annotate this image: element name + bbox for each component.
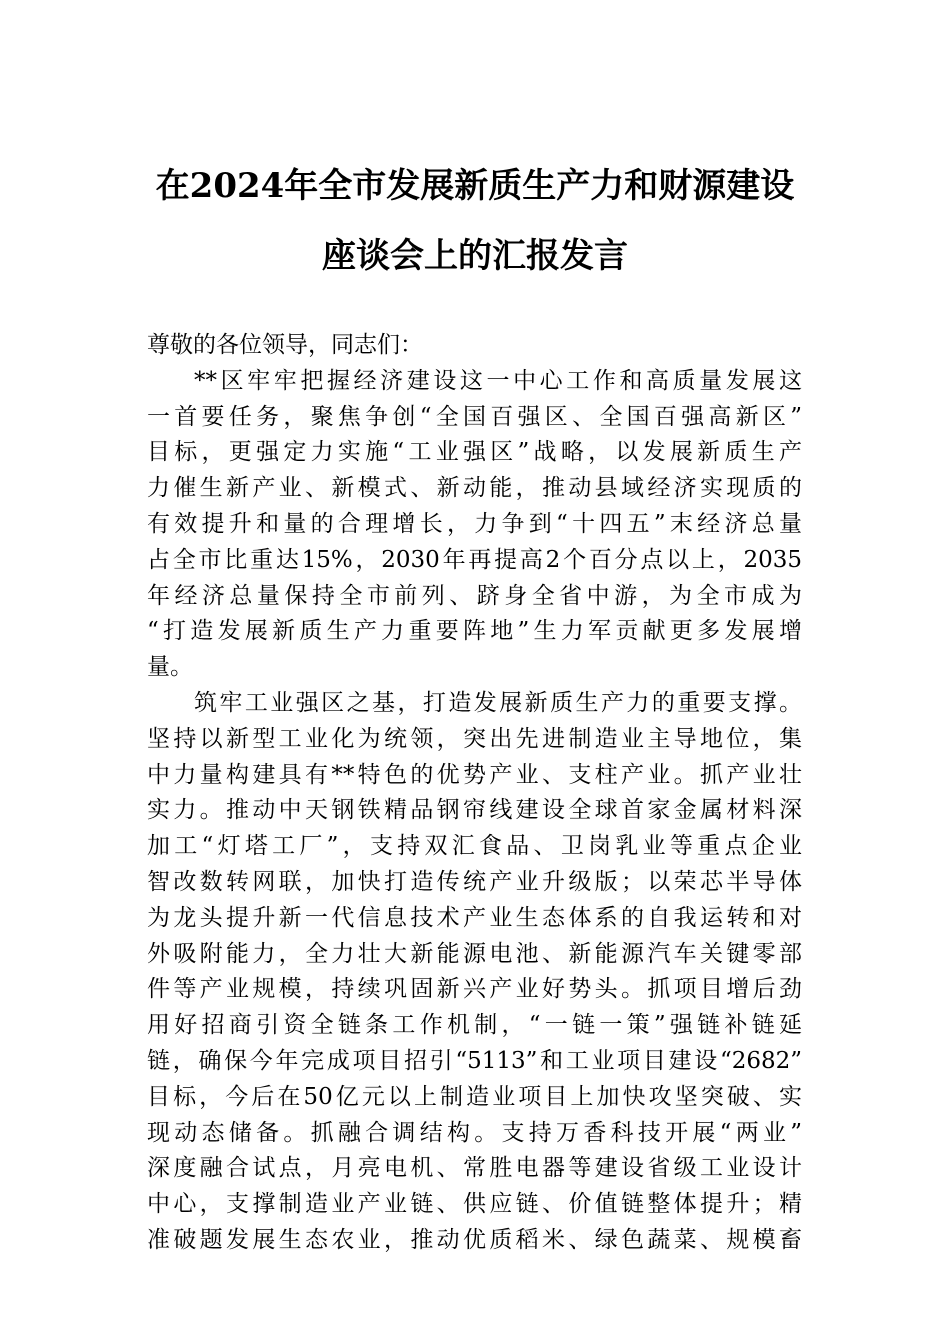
paragraph-line: 外吸附能力，全力壮大新能源电池、新能源汽车关键零部 xyxy=(147,940,802,967)
paragraph-line: **区牢牢把握经济建设这一中心工作和高质量发展这 xyxy=(194,367,802,394)
paragraph-line: 坚持以新型工业化为统领，突出先进制造业主导地位，集 xyxy=(147,725,802,752)
paragraph-line: 实力。推动中天钢铁精品钢帘线建设全球首家金属材料深 xyxy=(147,797,802,824)
paragraph-line: 现动态储备。抓融合调结构。支持万香科技开展“两业” xyxy=(147,1119,802,1146)
paragraph-line: 用好招商引资全链条工作机制，“一链一策”强链补链延 xyxy=(147,1012,802,1039)
paragraph-line: 链，确保今年完成项目招引“5113”和工业项目建设“2682” xyxy=(147,1047,802,1074)
document-title-line-1: 在2024年全市发展新质生产力和财源建设 xyxy=(155,166,795,206)
paragraph-line: 中力量构建具有**特色的优势产业、支柱产业。抓产业壮 xyxy=(147,761,802,788)
paragraph-line: 目标，今后在50亿元以上制造业项目上加快攻坚突破、实 xyxy=(147,1083,802,1110)
paragraph-2 xyxy=(147,686,802,1259)
paragraph-line: 占全市比重达15%，2030年再提高2个百分点以上，2035 xyxy=(147,546,802,573)
paragraph-line: 年经济总量保持全市前列、跻身全省中游，为全市成为 xyxy=(147,582,802,609)
paragraph-line: 筑牢工业强区之基，打造发展新质生产力的重要支撑。 xyxy=(194,689,802,716)
paragraph-line: 力催生新产业、新模式、新动能，推动县域经济实现质的 xyxy=(147,475,802,502)
document-title-line-2: 座谈会上的汇报发言 xyxy=(322,236,628,276)
paragraph-line: 智改数转网联，加快打造传统产业升级版；以荣芯半导体 xyxy=(147,868,802,895)
salutation: 尊敬的各位领导，同志们： xyxy=(147,332,423,358)
paragraph-line: 一首要任务，聚焦争创“全国百强区、全国百强高新区” xyxy=(147,403,802,430)
document-body xyxy=(147,328,802,1259)
paragraph-line: 加工“灯塔工厂”，支持双汇食品、卫岗乳业等重点企业 xyxy=(147,833,802,860)
paragraph-line: 为龙头提升新一代信息技术产业生态体系的自我运转和对 xyxy=(147,904,802,931)
paragraph-line: 件等产业规模，持续巩固新兴产业好势头。抓项目增后劲 xyxy=(147,976,802,1003)
paragraph-line: 量。 xyxy=(147,654,193,681)
paragraph-line: 目标，更强定力实施“工业强区”战略，以发展新质生产 xyxy=(147,439,802,466)
paragraph-1 xyxy=(147,364,802,686)
paragraph-line: 准破题发展生态农业，推动优质稻米、绿色蔬菜、规模畜 xyxy=(147,1226,802,1253)
paragraph-line: 有效提升和量的合理增长，力争到“十四五”末经济总量 xyxy=(147,510,802,537)
paragraph-line: 深度融合试点，月亮电机、常胜电器等建设省级工业设计 xyxy=(147,1155,802,1182)
paragraph-line: 中心，支撑制造业产业链、供应链、价值链整体提升；精 xyxy=(147,1191,802,1218)
paragraph-line: “打造发展新质生产力重要阵地”生力军贡献更多发展增 xyxy=(147,618,802,645)
